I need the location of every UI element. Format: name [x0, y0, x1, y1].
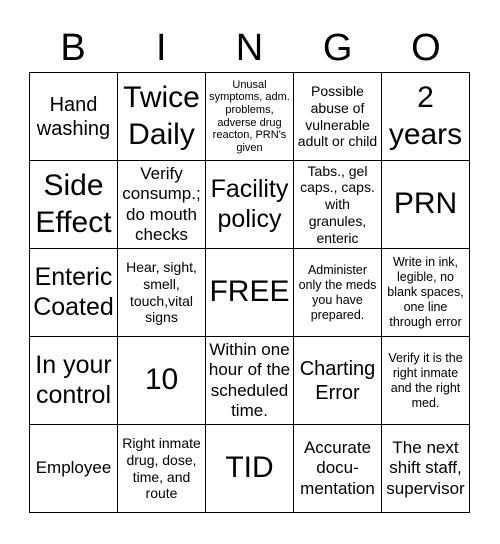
bingo-cell-r5c1[interactable]: Employee [30, 425, 118, 513]
bingo-cell-r1c3[interactable]: Unusal symptoms, adm. problems, adverse drug reacton, PRN's given [206, 73, 294, 161]
bingo-cell-r1c1[interactable]: Hand washing [30, 73, 118, 161]
bingo-cell-r4c4[interactable]: Charting Error [294, 337, 382, 425]
bingo-board [29, 72, 470, 513]
bingo-cell-r5c2[interactable]: Right inmate drug, dose, time, and route [118, 425, 206, 513]
header-letter-b: B [60, 27, 86, 69]
header-letter-g: G [322, 27, 353, 69]
header-letter-i: I [156, 27, 167, 69]
bingo-cell-r3c2[interactable]: Hear, sight, smell, touch,vital signs [118, 249, 206, 337]
bingo-cell-r3c3-free-space[interactable]: FREE [206, 249, 294, 337]
header-letter-n: N [235, 27, 264, 69]
bingo-cell-r2c2[interactable]: Verify consump.; do mouth checks [118, 161, 206, 249]
header-letter-o: O [411, 27, 441, 69]
bingo-cell-r1c4[interactable]: Possible abuse of vulnerable adult or child [294, 73, 382, 161]
bingo-cell-r2c3[interactable]: Facility policy [206, 161, 294, 249]
bingo-cell-r4c5[interactable]: Verify it is the right inmate and the right med. [382, 337, 470, 425]
bingo-header [29, 20, 470, 76]
bingo-cell-r2c5[interactable]: PRN [382, 161, 470, 249]
bingo-cell-r2c1[interactable]: Side Effect [30, 161, 118, 249]
bingo-cell-r3c4[interactable]: Administer only the meds you have prepared. [294, 249, 382, 337]
bingo-cell-r4c1[interactable]: In your control [30, 337, 118, 425]
bingo-cell-r4c2[interactable]: 10 [118, 337, 206, 425]
bingo-cell-r5c4[interactable]: Accurate docu-mentation [294, 425, 382, 513]
bingo-cell-r1c2[interactable]: Twice Daily [118, 73, 206, 161]
bingo-cell-r3c5[interactable]: Write in ink, legible, no blank spaces, one line through error [382, 249, 470, 337]
bingo-cell-r5c3[interactable]: TID [206, 425, 294, 513]
bingo-cell-r1c5[interactable]: 2 years [382, 73, 470, 161]
bingo-cell-r3c1[interactable]: Enteric Coated [30, 249, 118, 337]
bingo-cell-r4c3[interactable]: Within one hour of the scheduled time. [206, 337, 294, 425]
bingo-cell-r5c5[interactable]: The next shift staff, supervisor [382, 425, 470, 513]
bingo-cell-r2c4[interactable]: Tabs., gel caps., caps. with granules, enteric [294, 161, 382, 249]
